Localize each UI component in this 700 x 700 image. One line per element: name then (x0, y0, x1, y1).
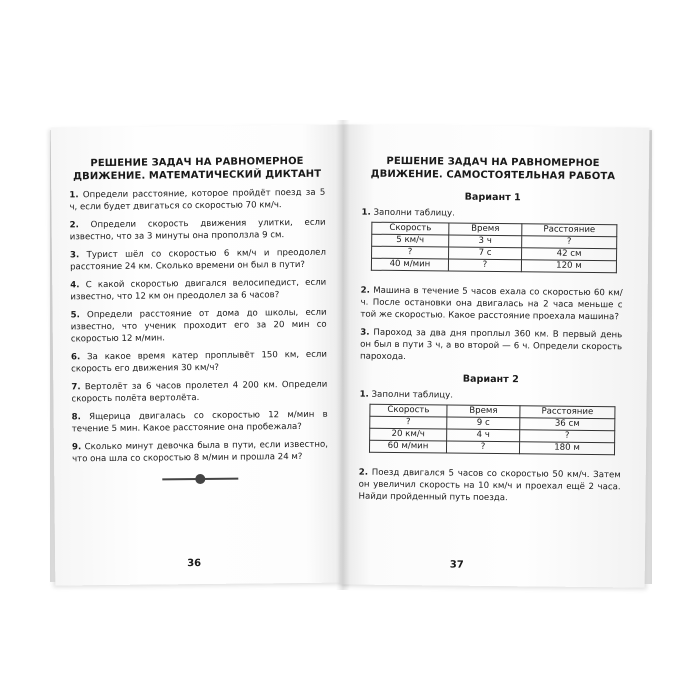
task-number: 8. (71, 412, 81, 423)
task-text: Пароход за два дня проплыл 360 км. В первый день он был в пути 3 ч, а во второй — 6 ч. Определи скорость парохода. (359, 327, 623, 363)
table-row (371, 258, 616, 273)
left-page-title: РЕШЕНИЕ ЗАДАЧ НА РАВНОМЕРНОЕ ДВИЖЕНИЕ. МАТЕМАТИЧЕСКИЙ ДИКТАНТ (73, 155, 322, 183)
table-cell: 120 м (521, 260, 616, 273)
task-text: Заполни таблицу. (373, 207, 455, 219)
variant-1-heading: Вариант 1 (464, 191, 521, 204)
dictation-task (70, 247, 326, 274)
table-cell: 3 ч (449, 235, 522, 248)
variant-2-task-1 (360, 390, 622, 403)
variant-2-task-2 (358, 467, 620, 506)
table-cell: 36 см (520, 418, 615, 431)
book-gutter (336, 120, 350, 590)
task-text: Вертолёт за 6 часов пролетел 4 200 км. Определи скорость полёта вертолёта. (71, 379, 328, 405)
task-text: С какой скоростью двигался велосипедист, если известно, что 12 км он преодолел за 6 часов? (70, 277, 327, 303)
task-text: Ящерица двигалась со скоростью 12 м/мин в течение 5 мин. Какое расстояние она пробежала? (71, 409, 328, 435)
variant-1-task-1 (361, 208, 623, 221)
task-number: 4. (70, 280, 80, 291)
table-cell: ? (522, 236, 617, 249)
task-number: 6. (70, 352, 81, 363)
variant-2-heading: Вариант 2 (462, 373, 519, 386)
right-page-title: РЕШЕНИЕ ЗАДАЧ НА РАВНОМЕРНОЕ ДВИЖЕНИЕ. САМОСТОЯТЕЛЬНАЯ РАБОТА (370, 155, 616, 183)
table-cell: 180 м (519, 442, 614, 455)
task-text: Турист шёл со скоростью 6 км/ч и преодолел расстояние 24 км. Сколько времени он был в пути? (70, 247, 327, 273)
task-number: 2. (360, 285, 370, 296)
table-cell: ? (370, 416, 447, 429)
variant-2-table (369, 404, 615, 456)
table-row (369, 440, 614, 455)
task-number: 9. (71, 442, 82, 453)
task-number: 7. (71, 382, 81, 393)
table-cell: 7 с (449, 247, 522, 260)
table-cell: 5 км/ч (372, 234, 449, 247)
dictation-task (70, 217, 326, 244)
task-number: 3. (360, 327, 370, 338)
left-page (51, 124, 352, 585)
dictation-task (71, 307, 327, 346)
dictation-task (71, 379, 327, 406)
table-cell: 60 м/мин (369, 440, 446, 453)
page-number-right: 37 (449, 559, 464, 571)
table-cell: ? (520, 430, 615, 443)
variant-1-task-2 (360, 285, 622, 324)
table-cell: 20 км/ч (370, 428, 447, 441)
table-cell: 42 см (522, 248, 617, 261)
table-header-cell: Расстояние (520, 406, 615, 419)
table-cell: ? (448, 259, 521, 272)
task-number: 3. (69, 250, 80, 261)
task-text: Машина в течение 5 часов ехала со скоростью 60 км/ч. После остановки она двигалась на 2 часа меньше с той же скоростью. Какое расстояние проехала машина? (360, 285, 623, 323)
table-header-cell: Скорость (372, 222, 449, 235)
table-header-cell: Расстояние (522, 224, 617, 237)
dictation-task (72, 439, 328, 466)
task-text: Определи расстояние, которое пройдёт поезд за 5 ч, если будет двигаться со скоростью 70 км/ч. (69, 187, 326, 213)
table-cell: 9 с (447, 417, 520, 430)
table-cell: 4 ч (447, 429, 520, 442)
task-number: 5. (70, 310, 80, 321)
table-header-cell: Скорость (370, 404, 447, 417)
task-number: 2. (358, 467, 369, 478)
task-text: Определи расстояние от дома до школы, если известно, что ученик проходит его за 20 мин со скоростью 12 м/мин. (70, 307, 327, 345)
left-page-content (69, 155, 328, 486)
right-page-content (358, 155, 624, 512)
table-header-cell: Время (447, 405, 520, 418)
task-number: 1. (359, 389, 369, 400)
variant-1-task-3 (360, 327, 622, 366)
dictation-task (69, 187, 325, 214)
task-text: Сколько минут девочка была в пути, если известно, что она шла со скоростью 8 м/мин и прошла 24 м? (72, 439, 328, 465)
section-separator-icon (162, 474, 238, 485)
dictation-task (70, 277, 326, 304)
right-page (340, 124, 650, 587)
dictation-task (72, 409, 328, 436)
task-number: 2. (69, 220, 79, 231)
task-text: Поезд двигался 5 часов со скоростью 50 км/ч. Затем он увеличил скорость на 10 км/ч и проехал ещё 2 часа. Найди пройденный путь поезда. (358, 467, 621, 504)
dictation-task (71, 349, 327, 376)
task-number: 1. (361, 207, 371, 218)
task-text: За какое время катер проплывёт 150 км, если скорость его движения 30 км/ч? (71, 349, 328, 375)
page-number-left: 36 (187, 558, 202, 570)
table-header-cell: Время (449, 223, 522, 236)
variant-1-table (371, 222, 617, 274)
task-number: 1. (69, 190, 79, 201)
table-cell: ? (446, 441, 519, 454)
task-text: Заполни таблицу. (371, 389, 454, 401)
table-cell: ? (372, 246, 449, 259)
table-cell: 40 м/мин (371, 258, 448, 271)
task-text: Определи скорость движения улитки, если известно, что за 3 минуты она проползла 9 см. (69, 217, 326, 243)
separator-dot (195, 474, 205, 484)
